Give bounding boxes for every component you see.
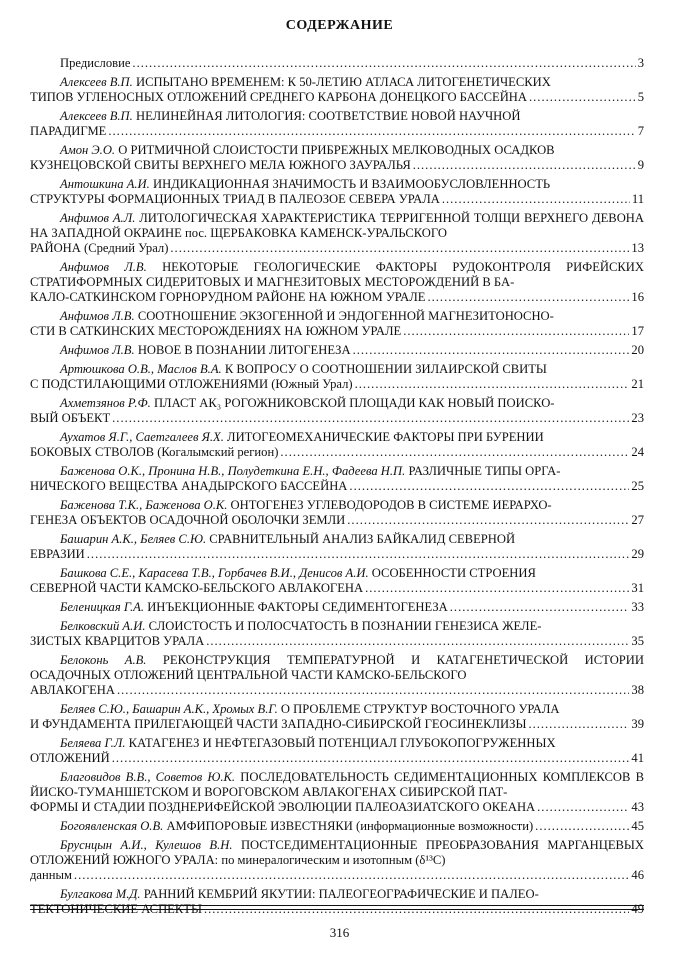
toc-entry-last-line bbox=[30, 377, 644, 392]
toc-title-end: И ФУНДАМЕНТА ПРИЛЕГАЮЩЕЙ ЧАСТИ ЗАПАДНО-СИБИРСКОЙ ГЕОСИНЕКЛИЗЫ bbox=[30, 717, 527, 731]
toc-title-end: ТЕКТОНИЧЕСКИЕ АСПЕКТЫ bbox=[30, 902, 202, 916]
toc-title-lead: НЕКОТОРЫЕ ГЕОЛОГИЧЕСКИЕ ФАКТОРЫ РУДОКОНТРОЛЯ РИФЕЙСКИХ СТРАТИФОРМНЫХ СИДЕРИТОВЫХ И МАГНЕЗИТОВЫХ МЕСТОРОЖДЕНИЙ В БА- bbox=[30, 260, 644, 289]
toc-title-lead: РАЗЛИЧНЫЕ ТИПЫ ОРГА- bbox=[408, 464, 561, 478]
toc-leader-dots bbox=[280, 445, 629, 460]
toc-author: Анфимов А.Л. bbox=[60, 211, 136, 225]
toc-leader-dots bbox=[403, 324, 629, 339]
toc-entry-first-lines bbox=[30, 177, 644, 192]
toc-entry-last-line bbox=[30, 868, 644, 883]
toc-title-end: НИЧЕСКОГО ВЕЩЕСТВА АНАДЫРСКОГО БАССЕЙНА bbox=[30, 479, 348, 493]
toc-entry-last-line bbox=[60, 56, 644, 71]
toc-title-end: ИНЪЕКЦИОННЫЕ ФАКТОРЫ СЕДИМЕНТОГЕНЕЗА bbox=[147, 600, 448, 614]
toc-title-lead: ОНТОГЕНЕЗ УГЛЕВОДОРОДОВ В СИСТЕМЕ ИЕРАРХО- bbox=[230, 498, 552, 512]
toc-author: Артюшкова О.В., Маслов В.А. bbox=[60, 362, 222, 376]
toc-leader-dots bbox=[427, 290, 629, 305]
toc-author: Бруснцын А.И., Кулешов В.Н. bbox=[60, 838, 233, 852]
toc-title-end: ФОРМЫ И СТАДИИ ПОЗДНЕРИФЕЙСКОЙ ЭВОЛЮЦИИ ПАЛЕОАЗИАТСКОГО ОКЕАНА bbox=[30, 800, 536, 814]
toc-page-number: 43 bbox=[631, 800, 644, 814]
toc-leader-dots bbox=[74, 868, 629, 883]
toc-page-number: 29 bbox=[631, 547, 644, 561]
toc-entry bbox=[30, 600, 644, 615]
toc-entry-last-line bbox=[30, 124, 644, 139]
toc-title-lead: КАТАГЕНЕЗ И НЕФТЕГАЗОВЫЙ ПОТЕНЦИАЛ ГЛУБОКОПОГРУЖЕННЫХ bbox=[128, 736, 556, 750]
toc-title-end: СТИ В САТКИНСКИХ МЕСТОРОЖДЕНИЯХ НА ЮЖНОМ УРАЛЕ bbox=[30, 324, 402, 338]
toc-page-number: 27 bbox=[631, 513, 644, 527]
toc-page-number: 39 bbox=[631, 717, 644, 731]
bottom-rule-thick bbox=[30, 905, 644, 906]
bottom-rule-thin bbox=[30, 909, 644, 910]
toc-title-end: РАЙОНА (Средний Урал) bbox=[30, 241, 169, 255]
toc-author: Аухатов Я.Г., Саетгалеев Я.Х. bbox=[60, 430, 224, 444]
toc-entry-first-lines bbox=[30, 653, 644, 683]
toc-entry-last-line bbox=[30, 751, 644, 766]
toc-entry bbox=[30, 75, 644, 105]
toc-title-lead: ПОСТСЕДИМЕНТАЦИОННЫЕ ПРЕОБРАЗОВАНИЯ МАРГАНЦЕВЫХ ОТЛОЖЕНИЙ ЮЖНОГО УРАЛА: по минералогическим и изотопным (δ¹³C) bbox=[30, 838, 644, 867]
toc-title-lead: ЛИТОГЕОМЕХАНИЧЕСКИЕ ФАКТОРЫ ПРИ БУРЕНИИ bbox=[227, 430, 544, 444]
toc-page-number: 3 bbox=[637, 56, 644, 70]
toc-page-number: 7 bbox=[637, 124, 644, 138]
toc-author: Амон Э.О. bbox=[60, 143, 116, 157]
toc-author: Беленицкая Г.А. bbox=[60, 600, 145, 614]
toc-page-number: 13 bbox=[631, 241, 644, 255]
toc-leader-dots bbox=[535, 819, 629, 834]
toc-entry-first-lines bbox=[30, 109, 644, 124]
toc-title-lead: СРАВНИТЕЛЬНЫЙ АНАЛИЗ БАЙКАЛИД СЕВЕРНОЙ bbox=[209, 532, 516, 546]
toc-entry-first-lines bbox=[30, 362, 644, 377]
toc-leader-dots bbox=[112, 411, 629, 426]
toc-author: Башкова С.Е., Карасева Т.В., Горбачев В.И., Денисов А.И. bbox=[60, 566, 369, 580]
toc-entry bbox=[30, 566, 644, 596]
toc-entry bbox=[30, 260, 644, 305]
toc-entry-last-line bbox=[30, 411, 644, 426]
toc-entry bbox=[30, 532, 644, 562]
toc-title-lead: О РИТМИЧНОЙ СЛОИСТОСТИ ПРИБРЕЖНЫХ МЕЛКОВОДНЫХ ОСАДКОВ bbox=[118, 143, 555, 157]
toc-entry bbox=[30, 430, 644, 460]
toc-entry-first-lines bbox=[30, 260, 644, 290]
toc-entry bbox=[30, 819, 644, 834]
toc-author: Анфимов Л.В. bbox=[60, 343, 135, 357]
toc-title-lead: ОСОБЕННОСТИ СТРОЕНИЯ bbox=[371, 566, 536, 580]
toc-entry-last-line bbox=[30, 290, 644, 305]
toc-title-lead: НЕЛИНЕЙНАЯ ЛИТОЛОГИЯ: СООТВЕТСТВИЕ НОВОЙ НАУЧНОЙ bbox=[135, 109, 521, 123]
toc-page-number: 49 bbox=[631, 902, 644, 916]
toc-entry bbox=[30, 309, 644, 339]
toc-entry-last-line bbox=[30, 717, 644, 732]
toc-entry-last-line bbox=[30, 634, 644, 649]
toc-title-end: ГЕНЕЗА ОБЪЕКТОВ ОСАДОЧНОЙ ОБОЛОЧКИ ЗЕМЛИ bbox=[30, 513, 346, 527]
toc-entry bbox=[30, 109, 644, 139]
toc-entry-last-line bbox=[30, 513, 644, 528]
toc-entry-first-lines bbox=[30, 736, 644, 751]
toc-entry bbox=[30, 838, 644, 883]
toc-entry bbox=[30, 464, 644, 494]
toc-title-end: ТИПОВ УГЛЕНОСНЫХ ОТЛОЖЕНИЙ СРЕДНЕГО КАРБОНА ДОНЕЦКОГО БАССЕЙНА bbox=[30, 90, 527, 104]
toc-entry bbox=[30, 177, 644, 207]
toc-title-end: данным bbox=[30, 868, 72, 882]
toc-title-lead: ИНДИКАЦИОННАЯ ЗНАЧИМОСТЬ И ВЗАИМООБУСЛОВЛЕННОСТЬ bbox=[152, 177, 551, 191]
toc-leader-dots bbox=[442, 192, 630, 207]
toc-author: Башарин А.К., Беляев С.Ю. bbox=[60, 532, 207, 546]
toc-entry bbox=[30, 56, 644, 71]
toc-title-end: ЗИСТЫХ КВАРЦИТОВ УРАЛА bbox=[30, 634, 205, 648]
toc-entry-first-lines bbox=[30, 566, 644, 581]
toc-entry bbox=[30, 770, 644, 815]
toc-page-number: 9 bbox=[637, 158, 644, 172]
toc-author: Алексеев В.П. bbox=[60, 75, 133, 89]
toc-entry-last-line bbox=[30, 324, 644, 339]
toc-title-end: СЕВЕРНОЙ ЧАСТИ КАМСКО-БЕЛЬСКОГО АВЛАКОГЕНА bbox=[30, 581, 364, 595]
toc-title-lead: ЛИТОЛОГИЧЕСКАЯ ХАРАКТЕРИСТИКА ТЕРРИГЕННОЙ ТОЛЩИ ВЕРХНЕГО ДЕВОНА НА ЗАПАДНОЙ ОКРАИНЕ пос. ЩЕРБАКОВКА КАМЕНСК-УРАЛЬСКОГО bbox=[30, 211, 644, 240]
toc-author: Благовидов В.В., Советов Ю.К. bbox=[60, 770, 236, 784]
table-of-contents bbox=[30, 56, 644, 921]
toc-leader-dots bbox=[347, 513, 629, 528]
toc-title-lead: СООТНОШЕНИЕ ЭКЗОГЕННОЙ И ЭНДОГЕННОЙ МАГНЕЗИТОНОСНО- bbox=[137, 309, 554, 323]
toc-author: Беляева Г.Л. bbox=[60, 736, 126, 750]
toc-title-lead: РЕКОНСТРУКЦИЯ ТЕМПЕРАТУРНОЙ И КАТАГЕНЕТИЧЕСКОЙ ИСТОРИИ ОСАДОЧНЫХ ОТЛОЖЕНИЙ ЦЕНТРАЛЬНОЙ ЧАСТИ КАМСКО-БЕЛЬСКОГО bbox=[30, 653, 644, 682]
toc-entry-first-lines bbox=[30, 396, 644, 411]
toc-entry-first-lines bbox=[30, 887, 644, 902]
toc-leader-dots bbox=[353, 343, 630, 358]
toc-entry bbox=[30, 619, 644, 649]
toc-author: Анфимов Л.В. bbox=[60, 260, 147, 274]
toc-author: Белоконь А.В. bbox=[60, 653, 147, 667]
toc-page-number: 16 bbox=[631, 290, 644, 304]
toc-entry-first-lines bbox=[30, 532, 644, 547]
toc-title-end: АВЛАКОГЕНА bbox=[30, 683, 115, 697]
toc-page-number: 24 bbox=[631, 445, 644, 459]
toc-page-number: 41 bbox=[631, 751, 644, 765]
toc-entry-first-lines bbox=[30, 838, 644, 868]
toc-leader-dots bbox=[117, 683, 629, 698]
toc-title-end: АМФИПОРОВЫЕ ИЗВЕСТНЯКИ (информационные возможности) bbox=[166, 819, 534, 833]
toc-entry bbox=[30, 887, 644, 917]
toc-page-number: 17 bbox=[631, 324, 644, 338]
toc-entry-last-line bbox=[30, 819, 644, 834]
toc-author: Ахметзянов Р.Ф. bbox=[60, 396, 151, 410]
toc-page-number: 46 bbox=[631, 868, 644, 882]
toc-title-lead: ПЛАСТ АК₃ РОГОЖНИКОВСКОЙ ПЛОЩАДИ КАК НОВЫЙ ПОИСКО- bbox=[153, 396, 555, 410]
toc-leader-dots bbox=[537, 800, 629, 815]
toc-page-number: 20 bbox=[631, 343, 644, 357]
toc-entry bbox=[30, 396, 644, 426]
toc-entry bbox=[30, 736, 644, 766]
toc-entry-last-line bbox=[30, 445, 644, 460]
toc-leader-dots bbox=[528, 717, 629, 732]
toc-entry-last-line bbox=[30, 683, 644, 698]
toc-title-end: КУЗНЕЦОВСКОЙ СВИТЫ ВЕРХНЕГО МЕЛА ЮЖНОГО ЗАУРАЛЬЯ bbox=[30, 158, 411, 172]
toc-entry bbox=[30, 498, 644, 528]
toc-author: Богоявленская О.В. bbox=[60, 819, 164, 833]
toc-leader-dots bbox=[529, 90, 636, 105]
toc-title-end: ПАРАДИГМЕ bbox=[30, 124, 107, 138]
toc-entry bbox=[30, 362, 644, 392]
toc-author: Антошкина А.И. bbox=[60, 177, 150, 191]
toc-page-number: 11 bbox=[631, 192, 644, 206]
toc-title-lead: ИСПЫТАНО ВРЕМЕНЕМ: К 50-ЛЕТИЮ АТЛАСА ЛИТОГЕНЕТИЧЕСКИХ bbox=[135, 75, 551, 89]
toc-leader-dots bbox=[132, 56, 635, 71]
toc-entry-last-line bbox=[30, 343, 644, 358]
toc-page-number: 33 bbox=[631, 600, 644, 614]
toc-entry-last-line bbox=[30, 600, 644, 615]
toc-entry-last-line bbox=[30, 800, 644, 815]
toc-author: Баженова О.К., Пронина Н.В., Полудеткина Е.Н., Фадеева Н.П. bbox=[60, 464, 406, 478]
toc-entry-last-line bbox=[30, 192, 644, 207]
toc-title-end: С ПОДСТИЛАЮЩИМИ ОТЛОЖЕНИЯМИ (Южный Урал) bbox=[30, 377, 353, 391]
toc-title-end: БОКОВЫХ СТВОЛОВ (Когалымский регион) bbox=[30, 445, 279, 459]
toc-entry-last-line bbox=[30, 241, 644, 256]
toc-entry-first-lines bbox=[30, 75, 644, 90]
toc-entry-first-lines bbox=[30, 143, 644, 158]
toc-entry-last-line bbox=[30, 479, 644, 494]
toc-entry-last-line bbox=[30, 158, 644, 173]
page-number: 316 bbox=[329, 925, 350, 940]
toc-entry-first-lines bbox=[30, 309, 644, 324]
toc-title-lead: СЛОИСТОСТЬ И ПОЛОСЧАТОСТЬ В ПОЗНАНИИ ГЕНЕЗИСА ЖЕЛЕ- bbox=[148, 619, 542, 633]
toc-entry-first-lines bbox=[30, 211, 644, 241]
toc-author: Беляев С.Ю., Башарин А.К., Хромых В.Г. bbox=[60, 702, 278, 716]
toc-leader-dots bbox=[170, 241, 629, 256]
toc-entry bbox=[30, 653, 644, 698]
toc-leader-dots bbox=[450, 600, 630, 615]
toc-title-end: ОТЛОЖЕНИЙ bbox=[30, 751, 110, 765]
toc-title-end: Предисловие bbox=[60, 56, 131, 70]
toc-entry bbox=[30, 702, 644, 732]
toc-page-number: 31 bbox=[631, 581, 644, 595]
toc-leader-dots bbox=[112, 751, 630, 766]
toc-title-end: ЕВРАЗИИ bbox=[30, 547, 85, 561]
toc-entry-first-lines bbox=[30, 430, 644, 445]
toc-leader-dots bbox=[349, 479, 629, 494]
toc-entry-first-lines bbox=[30, 498, 644, 513]
toc-entry bbox=[30, 343, 644, 358]
toc-leader-dots bbox=[365, 581, 629, 596]
toc-page-number: 21 bbox=[631, 377, 644, 391]
toc-entry-last-line bbox=[30, 90, 644, 105]
toc-author: Алексеев В.П. bbox=[60, 109, 133, 123]
page-title: СОДЕРЖАНИЕ bbox=[285, 18, 394, 33]
toc-entry-last-line bbox=[30, 547, 644, 562]
toc-entry-first-lines bbox=[30, 702, 644, 717]
toc-entry-first-lines bbox=[30, 464, 644, 479]
toc-title-lead: К ВОПРОСУ О СООТНОШЕНИИ ЗИЛАИРСКОЙ СВИТЫ bbox=[224, 362, 547, 376]
toc-leader-dots bbox=[108, 124, 635, 139]
toc-page-number: 25 bbox=[631, 479, 644, 493]
toc-title-lead: РАННИЙ КЕМБРИЙ ЯКУТИИ: ПАЛЕОГЕОГРАФИЧЕСКИЕ И ПАЛЕО- bbox=[143, 887, 539, 901]
toc-page-number: 35 bbox=[631, 634, 644, 648]
toc-leader-dots bbox=[355, 377, 630, 392]
toc-page-number: 38 bbox=[631, 683, 644, 697]
toc-title-lead: ПОСЛЕДОВАТЕЛЬНОСТЬ СЕДИМЕНТАЦИОННЫХ КОМПЛЕКСОВ В ЙИСКО-ТУМАНШЕТСКОМ И ВОРОГОВСКОМ АВЛАКОГЕНАХ СИБИРСКОЙ ПАТ- bbox=[30, 770, 644, 799]
toc-entry-first-lines bbox=[30, 770, 644, 800]
toc-author: Баженова Т.К., Баженова О.К. bbox=[60, 498, 228, 512]
toc-title-end: СТРУКТУРЫ ФОРМАЦИОННЫХ ТРИАД В ПАЛЕОЗОЕ СЕВЕРА УРАЛА bbox=[30, 192, 440, 206]
toc-leader-dots bbox=[206, 634, 629, 649]
toc-entry bbox=[30, 211, 644, 256]
toc-leader-dots bbox=[87, 547, 630, 562]
toc-title-lead: О ПРОБЛЕМЕ СТРУКТУР ВОСТОЧНОГО УРАЛА bbox=[280, 702, 560, 716]
toc-author: Белковский А.И. bbox=[60, 619, 146, 633]
toc-title-end: ВЫЙ ОБЪЕКТ bbox=[30, 411, 111, 425]
toc-entry-first-lines bbox=[30, 619, 644, 634]
toc-leader-dots bbox=[413, 158, 636, 173]
toc-author: Булгакова М.Д. bbox=[60, 887, 141, 901]
toc-page-number: 5 bbox=[637, 90, 644, 104]
toc-page-number: 23 bbox=[631, 411, 644, 425]
toc-entry bbox=[30, 143, 644, 173]
toc-author: Анфимов Л.В. bbox=[60, 309, 135, 323]
toc-page-number: 45 bbox=[631, 819, 644, 833]
toc-title-end: НОВОЕ В ПОЗНАНИИ ЛИТОГЕНЕЗА bbox=[137, 343, 351, 357]
toc-entry-last-line bbox=[30, 581, 644, 596]
toc-title-end: КАЛО-САТКИНСКОМ ГОРНОРУДНОМ РАЙОНЕ НА ЮЖНОМ УРАЛЕ bbox=[30, 290, 426, 304]
